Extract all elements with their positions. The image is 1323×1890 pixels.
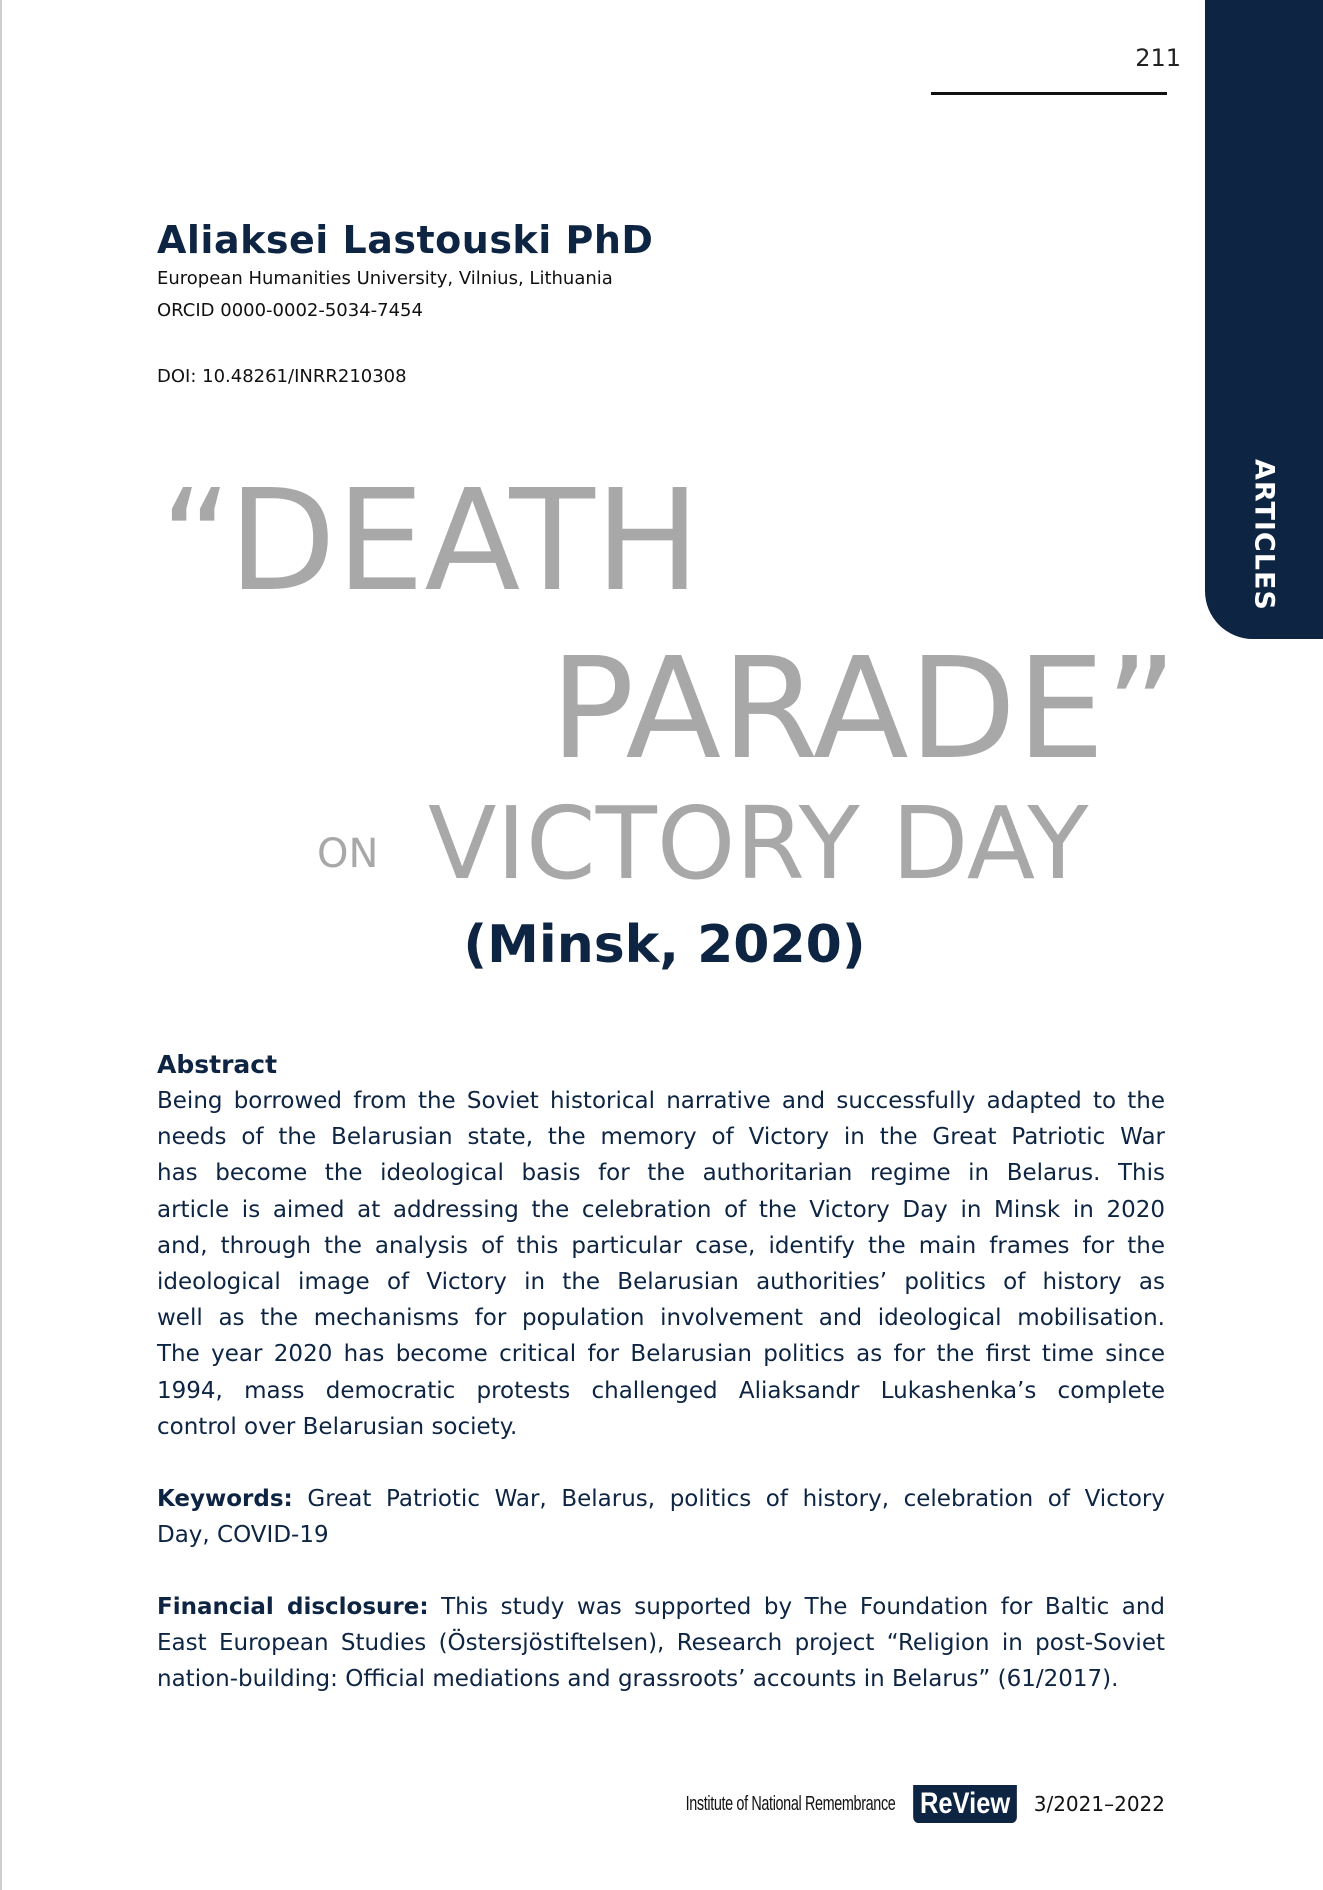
- abstract-line: article is aimed at addressing the celebration of the Victory Day in Minsk in 2020: [157, 1196, 1165, 1223]
- review-logo: ReView: [913, 1785, 1017, 1823]
- financial-text: This study was supported by The Foundation for Baltic and: [428, 1594, 1165, 1620]
- financial-text: East European Studies (Östersjöstiftelsen), Research project “Religion in post-Soviet: [157, 1630, 1165, 1657]
- abstract-line: and, through the analysis of this particular case, identify the main frames for the: [157, 1232, 1165, 1259]
- author-affiliation: European Humanities University, Vilnius, Lithuania: [157, 268, 613, 289]
- abstract-line: The year 2020 has become critical for Belarusian politics as for the first time since: [157, 1341, 1165, 1368]
- abstract-line: needs of the Belarusian state, the memory of Victory in the Great Patriotic War: [157, 1124, 1165, 1151]
- title-line-3: VICTORY DAY: [428, 785, 1089, 902]
- author-name: Aliaksei Lastouski PhD: [157, 218, 654, 262]
- abstract-heading: Abstract: [157, 1050, 278, 1079]
- financial-label: Financial disclosure:: [157, 1594, 429, 1620]
- abstract-line: ideological image of Victory in the Belarusian authorities’ politics of history as: [157, 1269, 1165, 1296]
- abstract-line: has become the ideological basis for the authoritarian regime in Belarus. This: [157, 1160, 1165, 1187]
- financial-text: nation-building: Official mediations and grassroots’ accounts in Belarus” (61/2017).: [157, 1666, 1119, 1693]
- footer-issue: 3/2021–2022: [1033, 1792, 1165, 1816]
- author-orcid: ORCID 0000-0002-5034-7454: [157, 300, 423, 321]
- abstract-body: [157, 1083, 1165, 1445]
- title-line-2: PARADE”: [550, 628, 1178, 791]
- keywords: [157, 1481, 1165, 1553]
- title-on: ON: [317, 831, 379, 877]
- financial-disclosure: [157, 1589, 1165, 1698]
- abstract-line: 1994, mass democratic protests challenged Aliaksandr Lukashenka’s complete: [157, 1377, 1165, 1404]
- section-tab-label: ARTICLES: [1248, 459, 1280, 611]
- footer-institute: Institute of National Remembrance: [685, 1792, 896, 1815]
- abstract-line: Being borrowed from the Soviet historical narrative and successfully adapted to the: [157, 1088, 1165, 1114]
- abstract-line: control over Belarusian society.: [157, 1413, 518, 1440]
- page-number: 211: [1135, 44, 1181, 72]
- doi: DOI: 10.48261/INRR210308: [157, 366, 407, 387]
- abstract-line: well as the mechanisms for population involvement and ideological mobilisation.: [157, 1305, 1165, 1332]
- keywords-label: Keywords:: [157, 1486, 293, 1512]
- footer: [604, 1785, 1165, 1823]
- page-number-rule: [931, 92, 1167, 95]
- keywords-text: Great Patriotic War, Belarus, politics of history, celebration of Victory: [292, 1486, 1165, 1512]
- keywords-text: Day, COVID-19: [157, 1522, 329, 1549]
- subtitle: (Minsk, 2020): [463, 915, 866, 975]
- title-line-1: “DEATH: [160, 460, 701, 623]
